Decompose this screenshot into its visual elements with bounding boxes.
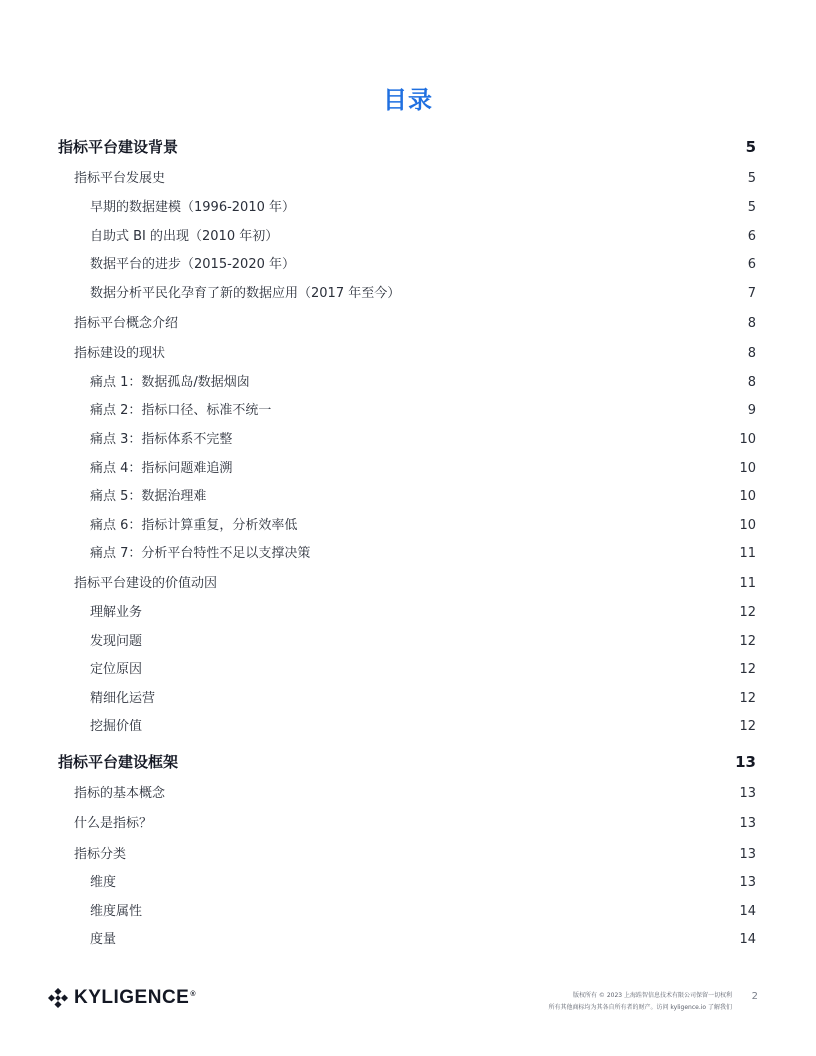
toc-entry-label: 度量 <box>90 932 117 947</box>
toc-entry[interactable] <box>0 900 816 924</box>
toc-entry-page: 14 <box>739 932 756 947</box>
toc-entry-label: 维度 <box>90 875 117 890</box>
toc-entry-label: 什么是指标？ <box>74 816 153 831</box>
legal-line-2: 所有其他商标均为其各自所有者的财产。访问 kyligence.io 了解我们 <box>548 1004 732 1011</box>
toc-entry[interactable] <box>0 342 816 366</box>
toc-entry-label: 痛点 4：指标问题难追溯 <box>90 461 233 476</box>
toc-entry-page: 13 <box>735 753 756 771</box>
toc-entry-page: 7 <box>747 286 756 301</box>
legal-notice <box>549 990 733 1014</box>
toc-entry-page: 10 <box>739 461 756 476</box>
toc-entry-label: 指标平台建设框架 <box>58 753 179 771</box>
toc-entry-label: 指标的基本概念 <box>74 786 166 801</box>
toc-entry[interactable] <box>0 253 816 277</box>
legal-line-1: 版权所有 © 2023 上海跬智信息技术有限公司保留一切权利 <box>573 992 732 999</box>
toc-entry-label: 维度属性 <box>90 904 143 919</box>
page-title: 目录 <box>383 86 433 114</box>
toc-entry[interactable] <box>0 399 816 423</box>
toc-entry[interactable] <box>0 485 816 509</box>
toc-entry[interactable] <box>0 687 816 711</box>
toc-entry[interactable] <box>0 312 816 336</box>
toc-entry-label: 痛点 3：指标体系不完整 <box>90 432 233 447</box>
toc-entry-label: 痛点 6：指标计算重复，分析效率低 <box>90 518 298 533</box>
toc-entry-label: 指标平台概念介绍 <box>74 316 179 331</box>
toc-entry-page: 14 <box>739 904 756 919</box>
toc-entry-page: 5 <box>747 171 756 186</box>
toc-entry[interactable] <box>0 572 816 596</box>
logo-wordmark: KYLIGENCE® <box>74 987 197 1008</box>
toc-entry[interactable] <box>0 282 816 306</box>
toc-entry[interactable] <box>0 457 816 481</box>
toc-entry-label: 数据分析平民化孕育了新的数据应用（2017 年至今） <box>90 286 401 301</box>
toc-entry-label: 自助式 BI 的出现（2010 年初） <box>90 229 279 244</box>
toc-entry[interactable] <box>0 715 816 739</box>
toc-entry-page: 8 <box>747 316 756 331</box>
toc-entry-label: 指标平台建设的价值动因 <box>74 576 218 591</box>
toc-entry-page: 11 <box>739 546 756 561</box>
toc-entry[interactable] <box>0 167 816 191</box>
toc-entry-page: 12 <box>739 634 756 649</box>
toc-entry[interactable] <box>0 812 816 836</box>
toc-entry-label: 指标平台发展史 <box>74 171 166 186</box>
toc-entry-page: 13 <box>739 786 756 801</box>
toc-entry-page: 13 <box>739 816 756 831</box>
toc-entry-label: 精细化运营 <box>90 691 156 706</box>
toc-entry-page: 10 <box>739 518 756 533</box>
toc-entry-label: 理解业务 <box>90 605 143 620</box>
footer-logo <box>48 986 196 1010</box>
toc-entry[interactable] <box>0 750 816 774</box>
toc-entry[interactable] <box>0 630 816 654</box>
toc-entry-page: 9 <box>747 403 756 418</box>
page-number: 2 <box>751 991 758 1002</box>
toc-entry-label: 指标分类 <box>74 847 127 862</box>
toc-entry-label: 痛点 1：数据孤岛/数据烟囱 <box>90 375 250 390</box>
toc-entry-page: 10 <box>739 489 756 504</box>
toc-entry-label: 数据平台的进步（2015-2020 年） <box>90 257 295 272</box>
toc-entry[interactable] <box>0 371 816 395</box>
toc-entry[interactable] <box>0 782 816 806</box>
toc-entry-page: 8 <box>747 375 756 390</box>
toc-entry-page: 12 <box>739 662 756 677</box>
toc-entry-page: 8 <box>747 346 756 361</box>
toc-entry[interactable] <box>0 428 816 452</box>
toc-entry[interactable] <box>0 514 816 538</box>
toc-entry[interactable] <box>0 542 816 566</box>
toc-entry-label: 早期的数据建模（1996-2010 年） <box>90 200 295 215</box>
toc-entry-page: 11 <box>739 576 756 591</box>
toc-entry-label: 指标建设的现状 <box>74 346 166 361</box>
toc-entry-page: 6 <box>747 257 756 272</box>
toc-entry-page: 13 <box>739 847 756 862</box>
toc-entry-label: 痛点 5：数据治理难 <box>90 489 207 504</box>
toc-entry[interactable] <box>0 225 816 249</box>
toc-entry-page: 13 <box>739 875 756 890</box>
toc-entry-page: 5 <box>747 200 756 215</box>
toc-entry-label: 痛点 2：指标口径、标准不统一 <box>90 403 272 418</box>
toc-entry[interactable] <box>0 871 816 895</box>
toc-entry[interactable] <box>0 658 816 682</box>
toc-entry-label: 定位原因 <box>90 662 143 677</box>
toc-entry-label: 发现问题 <box>90 634 143 649</box>
toc-entry[interactable] <box>0 196 816 220</box>
toc-entry[interactable] <box>0 928 816 952</box>
toc-entry[interactable] <box>0 843 816 867</box>
toc-entry-page: 5 <box>745 138 756 156</box>
toc-entry-label: 挖掘价值 <box>90 719 143 734</box>
toc-entry-label: 指标平台建设背景 <box>58 138 179 156</box>
toc-entry-label: 痛点 7：分析平台特性不足以支撑决策 <box>90 546 311 561</box>
toc-entry[interactable] <box>0 601 816 625</box>
toc-entry[interactable] <box>0 135 816 159</box>
toc-entry-page: 12 <box>739 605 756 620</box>
toc-entry-page: 10 <box>739 432 756 447</box>
toc-entry-page: 12 <box>739 719 756 734</box>
toc-entry-page: 12 <box>739 691 756 706</box>
toc-entry-page: 6 <box>747 229 756 244</box>
kyligence-diamond-icon <box>48 988 68 1008</box>
